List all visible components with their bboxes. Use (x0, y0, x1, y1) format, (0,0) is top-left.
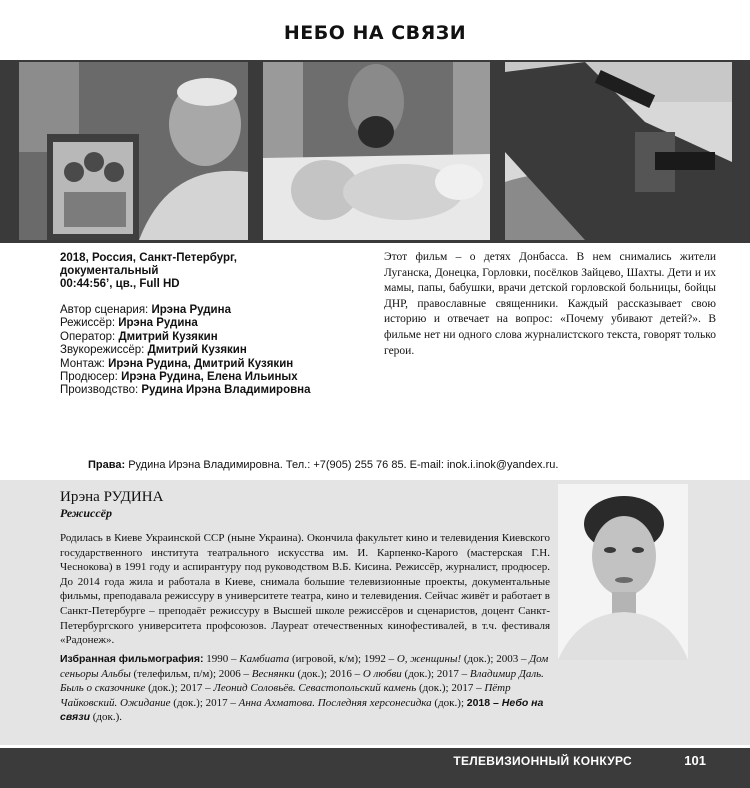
film-meta-line1: 2018, Россия, Санкт-Петербург, (60, 252, 237, 264)
credit-row: Автор сценария: Ирэна Рудина (60, 304, 231, 316)
rights-line (88, 459, 558, 471)
credit-row: Звукорежиссёр: Дмитрий Кузякин (60, 344, 247, 357)
director-name: Ирэна РУДИНА (60, 489, 164, 505)
still-photo-baby (263, 62, 490, 240)
icon-and-man-photo-icon (19, 62, 248, 240)
soldier-rifle-photo-icon (505, 62, 732, 240)
page-title: НЕБО НА СВЯЗИ (283, 22, 467, 44)
director-bio: Родилась в Киеве Украинской ССР (ныне Украина). Окончила факультет кино и телевидения Киевского государственного института театрального искусства им. И. Карпенко-Карого (мастерская Г.Н. Чесноковa) в 1991 году и аспирантуру под руководством В.Б. Кисина. Режиссёр, журналист, продюсер. До 2014 года жила и работала в Киеве, снимала большие телевизионные проекты, документальные фильмы, преподавала режиссуру в университете театра, кино и телевидения. Сейчас живёт и работает в Санкт-Петербурге – преподаёт режиссуру в Высшей школе режиссёров и сценаристов, доцент Санкт-Петербургского университета профсоюзов. Лауреат отечественных кинофестивалей, в т.ч. фестиваля «Радонеж». (60, 532, 550, 647)
page-number: 101 (684, 753, 706, 768)
director-portrait (558, 484, 688, 660)
rights-label: Права: (88, 459, 126, 471)
footer-bar (0, 748, 750, 788)
film-meta (60, 252, 360, 291)
credit-row: Монтаж: Ирэна Рудина, Дмитрий Кузякин (60, 357, 294, 370)
credits-list (60, 304, 380, 398)
credit-row: Режиссёр: Ирэна Рудина (60, 317, 198, 330)
director-portrait-icon (558, 484, 688, 660)
baby-and-icon-photo-icon (263, 62, 490, 240)
filmography: Избранная фильмография: 1990 – Камбиата (игровой, к/м); 1992 – О, женщины! (док.); 2003 – Дом сеньоры Альбы (телефильм, п/м); 2006 – Веснянки (док.); 2016 – О любви (док.); 2017 – Владимир Даль. Быль о сказочнике (док.); 2017 – Леонид Соловьёв. Севастопольский камень (док.); 2017 – Пётр Чайковский. Ожидание (док.); 2017 – Анна Ахматова. Последняя херсонесидка (док.); 2018 – Небо на связи (док.). (60, 653, 549, 724)
rights-text: Рудина Ирэна Владимировна. Тел.: +7(905) 255 76 85. E-mail: inok.i.inok@yandex.ru. (125, 459, 559, 471)
credit-row: Продюсер: Ирэна Рудина, Елена Ильиных (60, 371, 298, 384)
footer-section-label: ТЕЛЕВИЗИОННЫЙ КОНКУРС (453, 754, 632, 768)
film-meta-line2: документальный (60, 265, 159, 277)
still-photo-icon-man (19, 62, 248, 240)
credit-row: Оператор: Дмитрий Кузякин (60, 330, 218, 343)
film-meta-line3: 00:44:56’, цв., Full HD (60, 278, 180, 290)
still-photo-soldier (505, 62, 732, 240)
credit-row: Производство: Рудина Ирэна Владимировна (60, 384, 311, 397)
director-role: Режиссёр (60, 506, 113, 520)
synopsis: Этот фильм – о детях Донбасса. В нем снимались жители Луганска, Донецка, Горловки, посёлков Зайцево, Шахты. Дети и их мамы, папы, бабушки, врачи детской горловской больницы, бойцы ДНР, православные священники. Каждый рассказывает свою историю и отвечает на вопрос: «Почему убивают детей?». В фильме нет ни одного слова журналистского текста, говорят только герои. (384, 251, 716, 357)
filmography-label: Избранная фильмография: (60, 653, 204, 665)
